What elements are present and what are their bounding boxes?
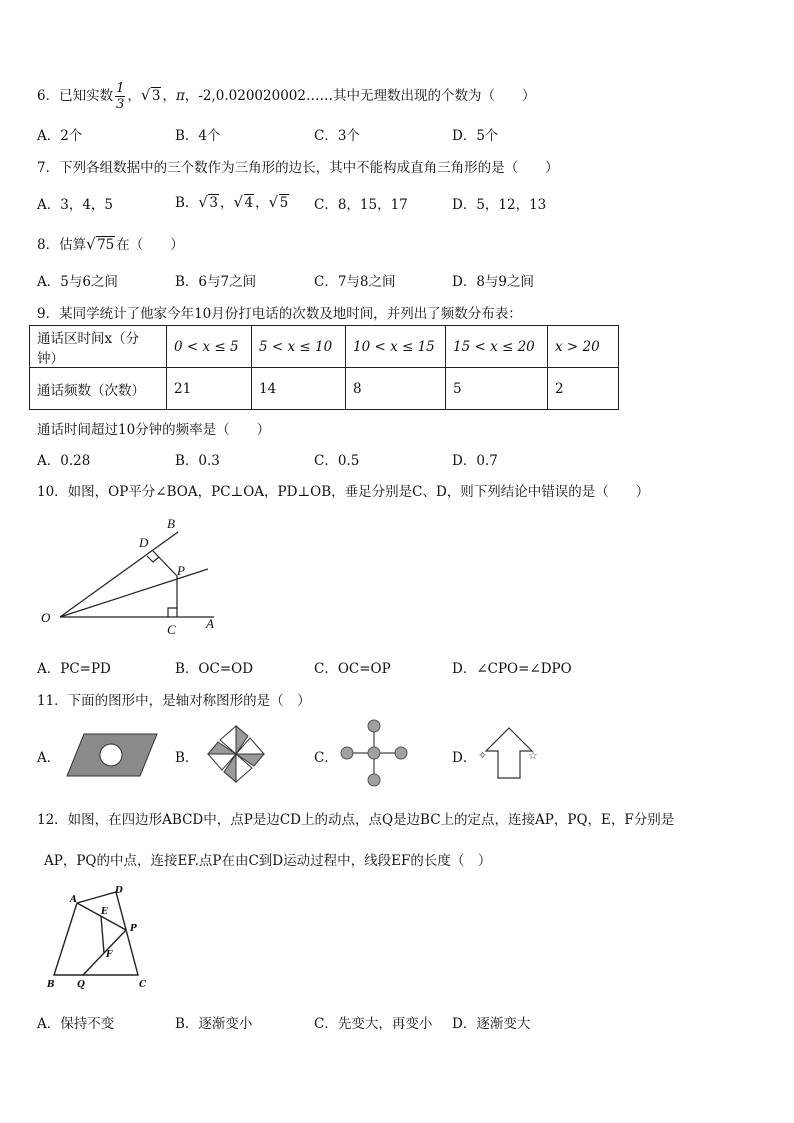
q12-line1: 12．如图，在四边形ABCD中，点P是边CD上的动点，点Q是边BC上的定点，连接AP，PQ，E，F分别是 (37, 812, 675, 828)
label-q: Q (77, 980, 85, 990)
label-p: P (130, 924, 137, 934)
table-cell: 通话区时间x（分钟） (30, 326, 167, 368)
q9-option-b[interactable]: B．0.3 (175, 453, 220, 469)
q9-option-c[interactable]: C．0.5 (314, 453, 360, 469)
label-d: D (139, 535, 149, 550)
q6-option-d[interactable]: D．5个 (452, 128, 499, 144)
q8-sqrt: √ 75 (87, 237, 115, 253)
ray-ob (60, 532, 178, 617)
q10-stem: 10．如图，OP平分∠BOA，PC⊥OA，PD⊥OB，垂足分别是C、D，则下列结论中错误的是（ ） (37, 484, 650, 500)
pinwheel-icon (204, 722, 268, 786)
q10-option-d[interactable]: D．∠CPO=∠DPO (452, 661, 572, 677)
label-b: B (47, 980, 55, 990)
arrow-house-icon (477, 725, 541, 781)
q11-option-a[interactable]: A． (37, 750, 61, 766)
table-cell: 14 (252, 368, 346, 410)
q6-option-b[interactable]: B．4个 (175, 128, 221, 144)
table-row (30, 326, 619, 368)
q8-option-c[interactable]: C．7与8之间 (314, 274, 396, 290)
q12-option-a[interactable]: A．保持不变 (37, 1016, 115, 1032)
q12-option-d[interactable]: D．逐渐变大 (452, 1016, 531, 1032)
label-e: E (101, 907, 108, 917)
label-p: P (177, 563, 185, 578)
q8-stem: 8．估算√ 75 在（ ） (37, 233, 184, 253)
table-cell: 5 < x ≤ 10 (252, 326, 346, 368)
q6-fraction: $\frac{1}{3}$ (116, 81, 125, 112)
table-cell: x > 20 (548, 326, 619, 368)
q9-stem: 9．某同学统计了他家今年10月份打电话的次数及地时间，并列出了频数分布表： (37, 306, 522, 322)
label-a: A (206, 616, 214, 631)
ray-op (60, 569, 208, 617)
q11-option-c[interactable]: C． (314, 750, 338, 766)
segment-ef (101, 916, 104, 953)
q11-option-b[interactable]: B． (175, 750, 199, 766)
segment-pd (153, 551, 177, 576)
table-cell: 15 < x ≤ 20 (446, 326, 548, 368)
table-cell: 8 (346, 368, 446, 410)
right-angle-c (168, 608, 177, 617)
table-cell: 通话频数（次数） (30, 368, 167, 410)
table-row (30, 368, 619, 410)
label-b: B (167, 516, 175, 531)
label-c: C (167, 622, 176, 637)
table-cell: 5 (446, 368, 548, 410)
q6-option-c[interactable]: C．3个 (314, 128, 360, 144)
q9-option-d[interactable]: D．0.7 (452, 453, 498, 469)
quadrilateral-abcd (54, 892, 138, 975)
label-c: C (139, 980, 147, 990)
q8-option-d[interactable]: D．8与9之间 (452, 274, 535, 290)
label-a: A (70, 895, 77, 905)
q12-quadrilateral-figure (40, 883, 160, 993)
small-star-outline-icon: ☆ (528, 749, 538, 762)
q7-option-b[interactable]: B．√ 3 ，√ 4 ，√ 5 (175, 191, 290, 211)
q7-option-c[interactable]: C．8，15，17 (314, 197, 408, 213)
cross-circles-icon (339, 719, 409, 787)
label-f: F (106, 950, 113, 960)
q9-option-a[interactable]: A．0.28 (37, 453, 91, 469)
q11-option-d[interactable]: D． (452, 750, 477, 766)
q12-option-c[interactable]: C．先变大，再变小 (314, 1016, 433, 1032)
right-angle-d (147, 556, 159, 562)
table-cell: 21 (167, 368, 252, 410)
label-o: O (41, 610, 51, 625)
parallelogram-with-hole-icon (64, 731, 160, 779)
q6-stem: 6．已知实数 $\frac{1}{3}$ ，√ 3 ，π，-2,0.020020002……其中无理数出现的个数为（ ） (37, 82, 535, 111)
q6-option-a[interactable]: A．2个 (37, 128, 83, 144)
q10-option-a[interactable]: A．PC=PD (37, 661, 111, 677)
q12-option-b[interactable]: B．逐渐变小 (175, 1016, 253, 1032)
label-d: D (115, 886, 123, 896)
q9-frequency-table (29, 325, 619, 410)
table-cell: 0 < x ≤ 5 (167, 326, 252, 368)
q10-angle-figure (36, 512, 226, 642)
q8-option-a[interactable]: A．5与6之间 (37, 274, 118, 290)
q9-question: 通话时间超过10分钟的频率是（ ） (37, 422, 271, 438)
q8-option-b[interactable]: B．6与7之间 (175, 274, 257, 290)
q10-option-c[interactable]: C．OC=OP (314, 661, 391, 677)
q6-sqrt: √ 3 (142, 88, 162, 104)
q7-stem: 7．下列各组数据中的三个数作为三角形的边长，其中不能构成直角三角形的是（ ） (37, 160, 559, 176)
q7-option-d[interactable]: D．5，12，13 (452, 197, 547, 213)
table-cell: 2 (548, 368, 619, 410)
small-star-icon: ✧ (478, 749, 488, 762)
q7-option-a[interactable]: A．3，4，5 (37, 197, 114, 213)
table-cell: 10 < x ≤ 15 (346, 326, 446, 368)
q11-stem: 11．下面的图形中，是轴对称图形的是（ ） (37, 693, 311, 709)
q12-line2: AP，PQ的中点，连接EF.点P在由C到D运动过程中，线段EF的长度（ ） (44, 853, 492, 869)
q10-option-b[interactable]: B．OC=OD (175, 661, 254, 677)
